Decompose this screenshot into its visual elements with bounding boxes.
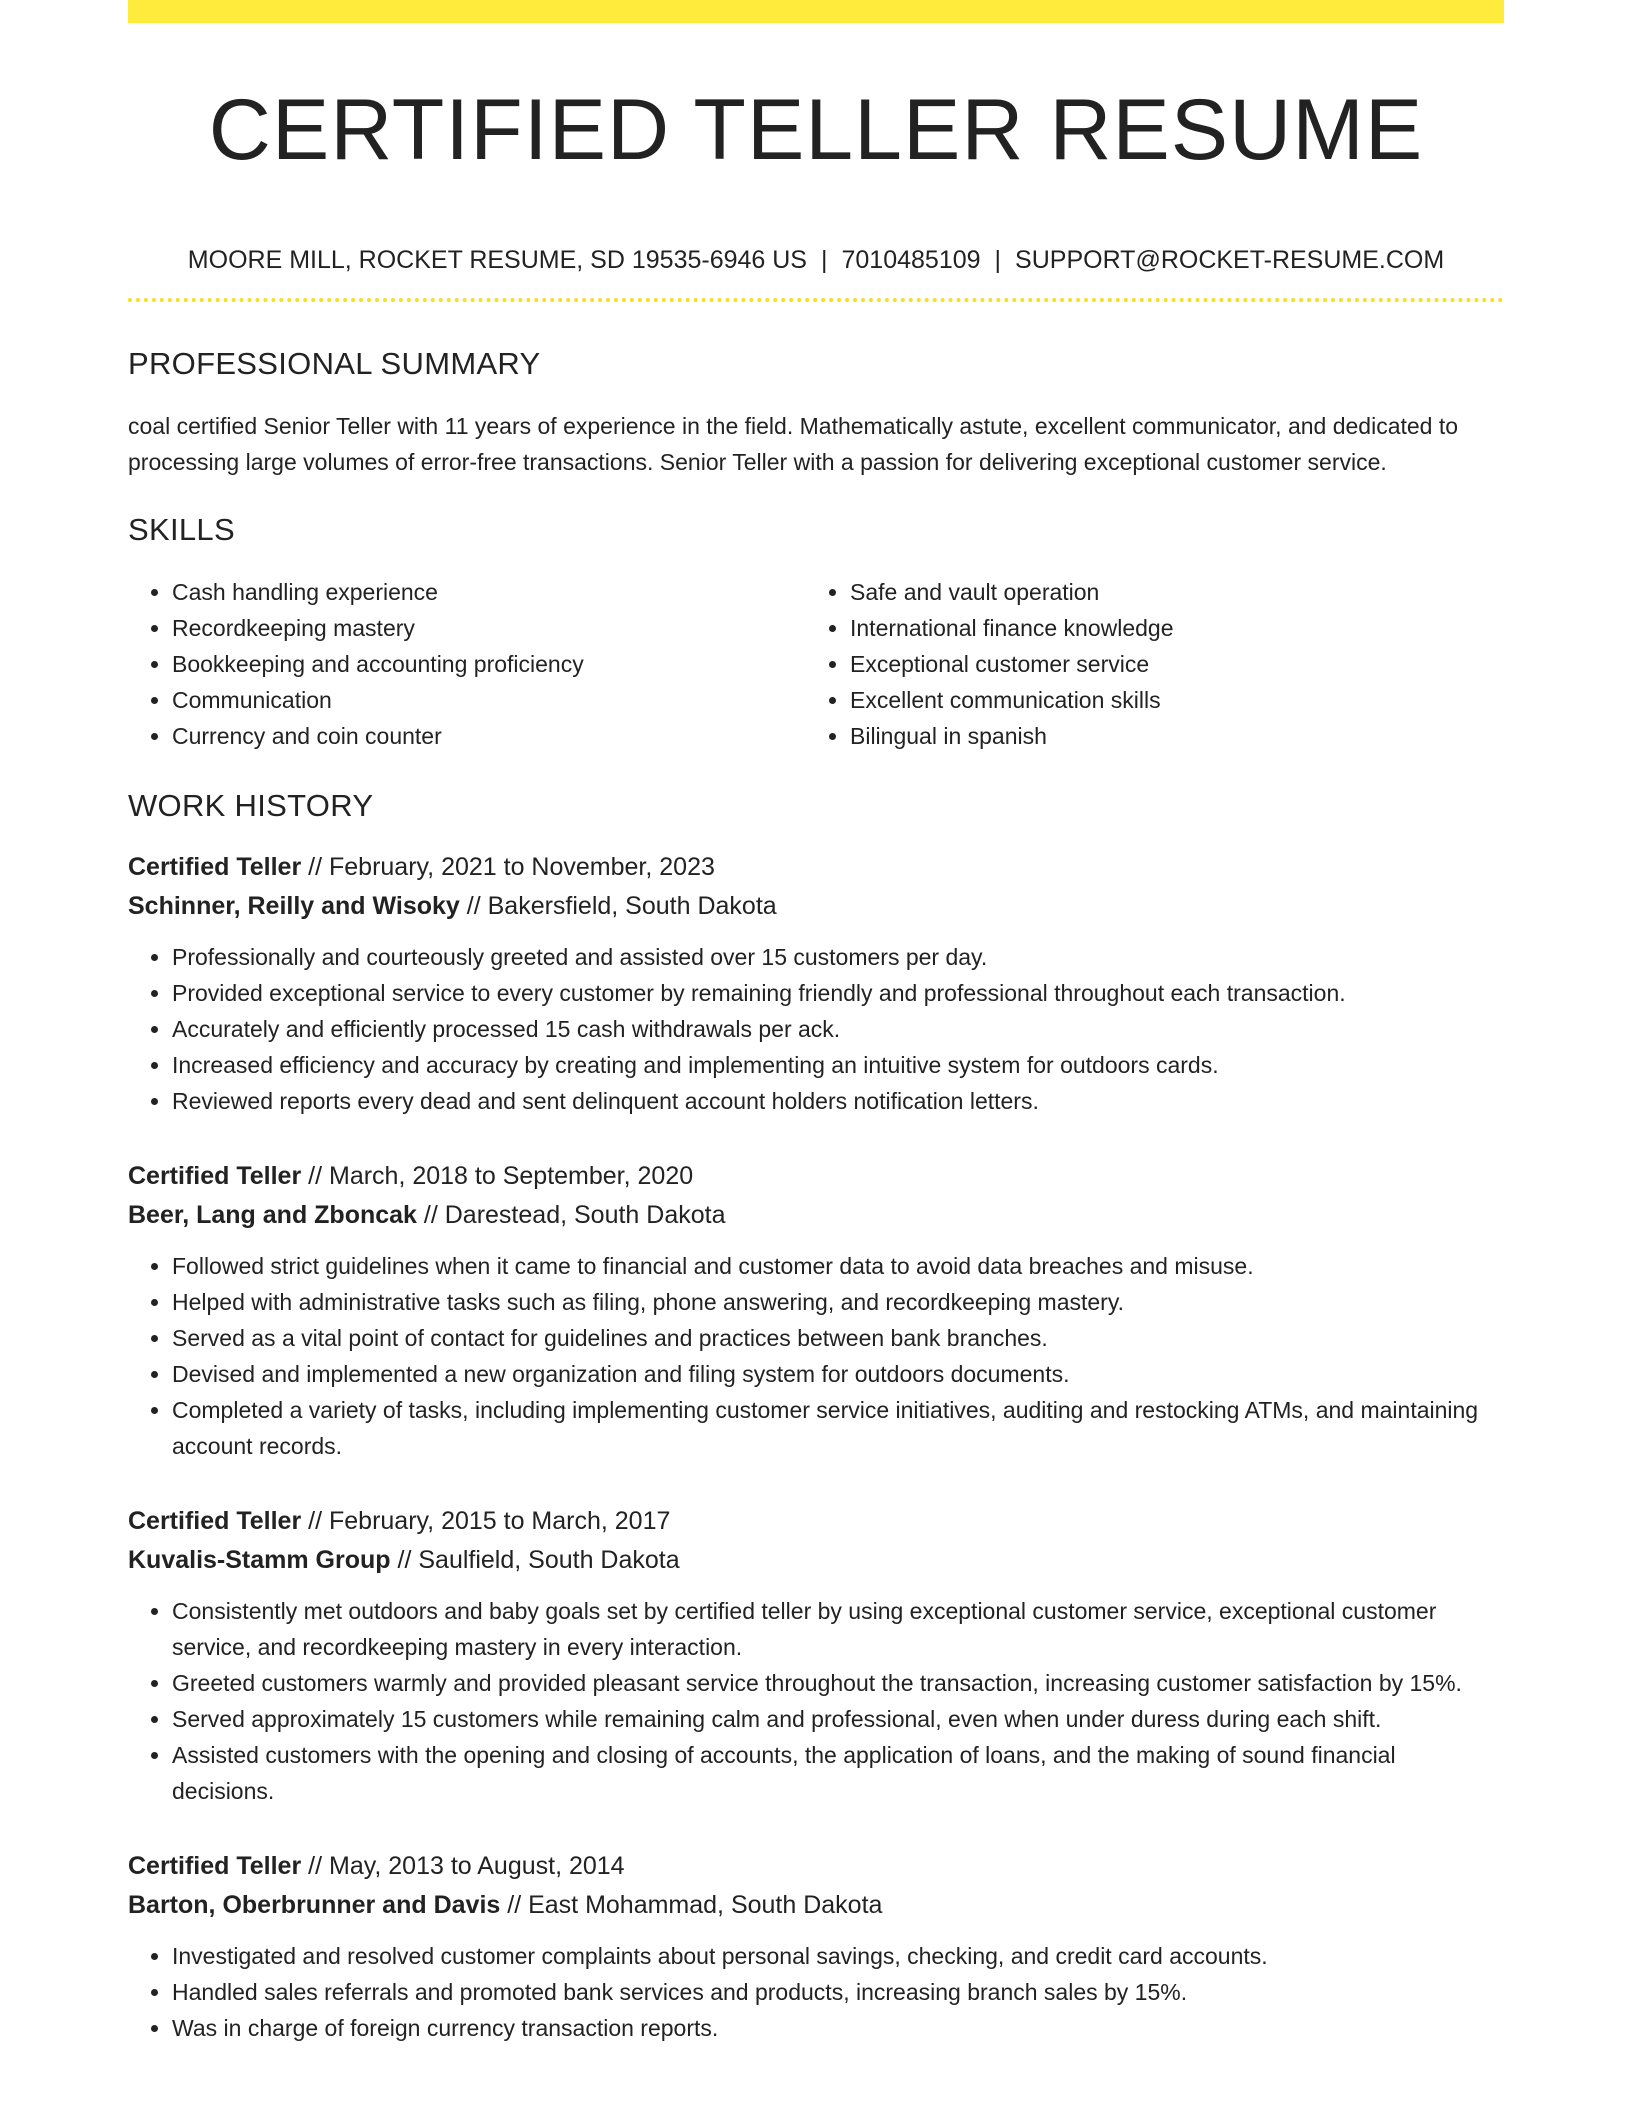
work-history-heading: WORK HISTORY	[128, 788, 374, 823]
job-title-line	[128, 848, 1504, 887]
job-location: Saulfield, South Dakota	[418, 1546, 680, 1574]
job-title-line	[128, 1502, 1504, 1541]
skill-item: • Bilingual in spanish	[850, 718, 1504, 754]
contact-line	[128, 244, 1504, 276]
contact-separator: |	[994, 246, 1002, 274]
contact-phone: 7010485109	[841, 246, 981, 274]
skill-item: • Bookkeeping and accounting proficiency	[172, 646, 806, 682]
job-duties	[128, 1938, 1504, 2046]
job-duty: • Handled sales referrals and promoted bank services and products, increasing branch sales by 15%.	[172, 1974, 1504, 2010]
job-location: Darestead, South Dakota	[444, 1201, 726, 1229]
job-dates: February, 2015 to March, 2017	[329, 1507, 671, 1535]
job-separator: //	[500, 1891, 529, 1919]
job-dates: May, 2013 to August, 2014	[329, 1852, 625, 1880]
skills-list	[128, 574, 1504, 754]
job-location: Bakersfield, South Dakota	[487, 892, 777, 920]
job-company-line	[128, 1886, 1504, 1925]
job-company: Beer, Lang and Zboncak	[128, 1201, 417, 1229]
skill-item: • Excellent communication skills	[850, 682, 1504, 718]
summary-heading: PROFESSIONAL SUMMARY	[128, 346, 541, 381]
job-dates: March, 2018 to September, 2020	[329, 1162, 694, 1190]
job-separator: //	[301, 1162, 329, 1190]
skill-item: • Safe and vault operation	[850, 574, 1504, 610]
job-duty: • Served as a vital point of contact for guidelines and practices between bank branches.	[172, 1320, 1504, 1356]
job-title-line	[128, 1157, 1504, 1196]
job-location: East Mohammad, South Dakota	[528, 1891, 883, 1919]
job-title: Certified Teller	[128, 1507, 302, 1535]
job-company: Barton, Oberbrunner and Davis	[128, 1891, 501, 1919]
job-title-line	[128, 1847, 1504, 1886]
job-duty: • Greeted customers warmly and provided pleasant service throughout the transaction, increasing customer satisfaction by 15%.	[172, 1665, 1504, 1701]
job-entry	[128, 848, 1504, 1119]
job-duty: • Devised and implemented a new organization and filing system for outdoors documents.	[172, 1356, 1504, 1392]
job-duty: • Professionally and courteously greeted and assisted over 15 customers per day.	[172, 939, 1504, 975]
contact-separator: |	[821, 246, 828, 274]
job-duty: • Was in charge of foreign currency transaction reports.	[172, 2010, 1504, 2046]
header-divider	[128, 298, 1504, 302]
job-duty: • Investigated and resolved customer complaints about personal savings, checking, and credit card accounts.	[172, 1938, 1504, 1974]
job-separator: //	[416, 1201, 445, 1229]
job-separator: //	[301, 1852, 329, 1880]
job-duties	[128, 939, 1504, 1119]
job-company-line	[128, 1196, 1504, 1235]
job-duties	[128, 1593, 1504, 1809]
job-duty: • Assisted customers with the opening and closing of accounts, the application of loans, and the making of sound financial decisions.	[172, 1737, 1504, 1809]
job-separator: //	[301, 853, 329, 881]
summary-text: coal certified Senior Teller with 11 years of experience in the field. Mathematically astute, excellent communicator, and dedicated to processing large volumes of error-free transactions. Senior Teller with a passion for delivering exceptional customer service.	[128, 413, 1459, 475]
skills-column-right	[806, 574, 1504, 754]
job-company: Schinner, Reilly and Wisoky	[128, 892, 460, 920]
job-company-line	[128, 887, 1504, 926]
skill-item: • Communication	[172, 682, 806, 718]
skills-column-left	[128, 574, 806, 754]
resume-page	[128, 0, 1504, 2046]
job-duty: • Followed strict guidelines when it came to financial and customer data to avoid data breaches and misuse.	[172, 1248, 1504, 1284]
skills-heading: SKILLS	[128, 512, 235, 547]
job-duty: • Provided exceptional service to every customer by remaining friendly and professional throughout each transaction.	[172, 975, 1504, 1011]
job-entry	[128, 1502, 1504, 1809]
skill-item: • Currency and coin counter	[172, 718, 806, 754]
job-separator: //	[459, 892, 488, 920]
job-dates: February, 2021 to November, 2023	[329, 853, 715, 881]
skill-item: • Exceptional customer service	[850, 646, 1504, 682]
job-title: Certified Teller	[128, 853, 302, 881]
job-duties	[128, 1248, 1504, 1464]
job-duty: • Consistently met outdoors and baby goals set by certified teller by using exceptional customer service, exceptional customer service, and recordkeeping mastery in every interaction.	[172, 1593, 1504, 1665]
skill-item: • Cash handling experience	[172, 574, 806, 610]
contact-address: MOORE MILL, ROCKET RESUME, SD 19535-6946 US	[187, 246, 807, 274]
job-entry	[128, 1847, 1504, 2046]
job-title: Certified Teller	[128, 1852, 302, 1880]
job-title: Certified Teller	[128, 1162, 302, 1190]
job-entry	[128, 1157, 1504, 1464]
contact-email: SUPPORT@ROCKET-RESUME.COM	[1015, 246, 1445, 274]
skill-item: • International finance knowledge	[850, 610, 1504, 646]
job-separator: //	[301, 1507, 329, 1535]
skill-item: • Recordkeeping mastery	[172, 610, 806, 646]
job-duty: • Served approximately 15 customers while remaining calm and professional, even when under duress during each shift.	[172, 1701, 1504, 1737]
job-duty: • Increased efficiency and accuracy by creating and implementing an intuitive system for outdoors cards.	[172, 1047, 1504, 1083]
job-duty: • Reviewed reports every dead and sent delinquent account holders notification letters.	[172, 1083, 1504, 1119]
job-duty: • Completed a variety of tasks, including implementing customer service initiatives, auditing and restocking ATMs, and maintaining account records.	[172, 1392, 1504, 1464]
resume-title: CERTIFIED TELLER RESUME	[208, 82, 1424, 178]
job-duty: • Accurately and efficiently processed 15 cash withdrawals per ack.	[172, 1011, 1504, 1047]
job-duty: • Helped with administrative tasks such as filing, phone answering, and recordkeeping mastery.	[172, 1284, 1504, 1320]
job-company-line	[128, 1541, 1504, 1580]
job-separator: //	[390, 1546, 419, 1574]
job-company: Kuvalis-Stamm Group	[128, 1546, 391, 1574]
